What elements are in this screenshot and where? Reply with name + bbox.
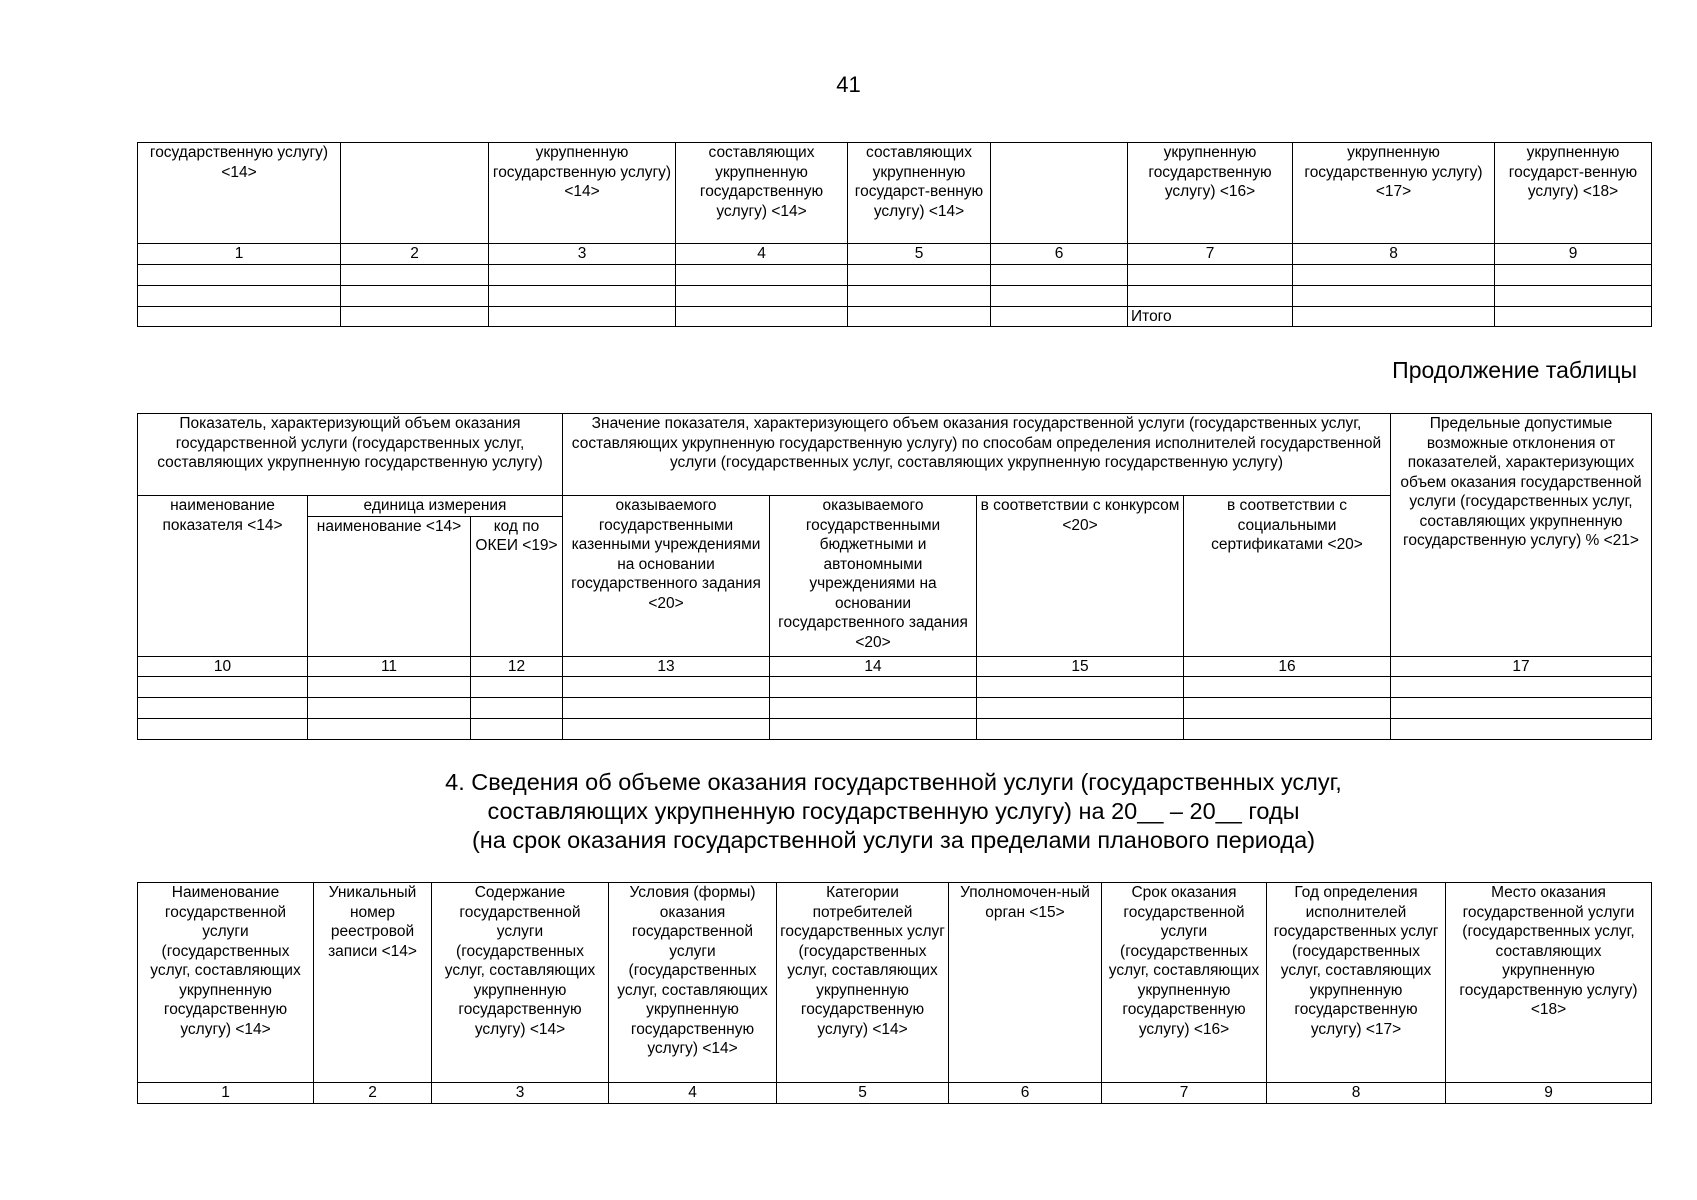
column-number: 15 [977,656,1184,677]
unit-code-header: код по ОКЕИ <19> [471,516,563,656]
header-cell: укрупненную государственную услугу) <14> [489,143,676,244]
volume-table-part2 [137,413,1652,740]
group-header-row [138,414,1652,496]
deviation-header: Предельные допустимые возможные отклонения от показателей, характеризующих объем оказания государственной услуги (государственных услуг, составляющих укрупненную государственную услугу) % <21> [1391,414,1652,657]
page-number: 41 [836,72,861,97]
column-number: 5 [777,1083,949,1104]
budget-header: оказываемого государственными бюджетными и автономными учреждениями на основании государственного задания <20> [770,496,977,657]
empty-row [138,285,1652,306]
column-number: 5 [848,244,991,265]
column-number: 4 [609,1083,777,1104]
heading-line: (на срок оказания государственной услуги за пределами планового периода) [471,827,1316,853]
column-number: 11 [308,656,471,677]
header-row [138,883,1652,1083]
column-number: 8 [1293,244,1495,265]
column-number: 12 [471,656,563,677]
column-number-row [138,656,1652,677]
kazennye-header: оказываемого государственными казенными учреждениями на основании государственного задания <20> [563,496,770,657]
empty-row [138,264,1652,285]
indicator-group-header: Показатель, характеризующий объем оказания государственной услуги (государственных услуг, составляющих укрупненную государственную услугу) [138,414,563,496]
column-number: 6 [949,1083,1102,1104]
empty-row [138,698,1652,719]
header-cell: Год определения исполнителей государственных услуг (государственных услуг, составляющих укрупненную государственную услугу) <17> [1267,883,1446,1083]
column-number: 7 [1128,244,1293,265]
header-cell: Место оказания государственной услуги (государственных услуг, составляющих укрупненную государственную услугу) <18> [1446,883,1652,1083]
column-number: 6 [991,244,1128,265]
column-number: 2 [341,244,489,265]
header-cell: укрупненную государст-венную услугу) <18> [1495,143,1652,244]
certificates-header: в соответствии с социальными сертификатами <20> [1184,496,1391,657]
column-number: 4 [676,244,848,265]
heading-line: составляющих укрупненную государственную услугу) на 20__ – 20__ годы [487,798,1300,824]
header-cell: Условия (формы) оказания государственной услуги (государственных услуг, составляющих укрупненную государственную услугу) <14> [609,883,777,1083]
section-4-heading [0,768,1697,855]
unit-name-header: наименование <14> [308,516,471,656]
header-cell: государственную услугу) <14> [138,143,341,244]
total-row [138,306,1652,327]
header-cell [341,143,489,244]
unit-group-header: единица измерения [308,496,563,517]
column-number: 9 [1495,244,1652,265]
indicator-name-header: наименование показателя <14> [138,496,308,657]
header-cell: составляющих укрупненную государственную услугу) <14> [676,143,848,244]
header-cell: Уполномочен-ный орган <15> [949,883,1102,1083]
header-cell: укрупненную государственную услугу) <16> [1128,143,1293,244]
header-cell: Уникальный номер реестровой записи <14> [314,883,432,1083]
column-number: 3 [432,1083,609,1104]
total-label: Итого [1128,306,1293,327]
header-row [138,143,1652,244]
volume-table-part1 [137,142,1652,327]
header-cell: Содержание государственной услуги (государственных услуг, составляющих укрупненную государственную услугу) <14> [432,883,609,1083]
header-cell: укрупненную государственную услугу) <17> [1293,143,1495,244]
column-number: 16 [1184,656,1391,677]
header-cell: Категории потребителей государственных услуг (государственных услуг, составляющих укрупненную государственную услугу) <14> [777,883,949,1083]
column-number: 3 [489,244,676,265]
empty-row [138,719,1652,740]
column-number: 1 [138,1083,314,1104]
column-number: 7 [1102,1083,1267,1104]
competition-header: в соответствии с конкурсом <20> [977,496,1184,657]
column-number: 10 [138,656,308,677]
section-4-table [137,882,1652,1104]
empty-row [138,677,1652,698]
column-number: 1 [138,244,341,265]
header-cell: Срок оказания государственной услуги (государственных услуг, составляющих укрупненную государственную услугу) <16> [1102,883,1267,1083]
column-number-row [138,244,1652,265]
column-number: 2 [314,1083,432,1104]
header-cell: составляющих укрупненную государст-венную услугу) <14> [848,143,991,244]
header-cell [991,143,1128,244]
column-number: 17 [1391,656,1652,677]
value-group-header: Значение показателя, характеризующего объем оказания государственной услуги (государственных услуг, составляющих укрупненную государственную услугу) по способам определения исполнителей государственной услуги (государственных услуг, составляющих укрупненную государственную услугу) [563,414,1391,496]
header-cell: Наименование государственной услуги (государственных услуг, составляющих укрупненную государственную услугу) <14> [138,883,314,1083]
column-number: 8 [1267,1083,1446,1104]
column-number: 9 [1446,1083,1652,1104]
column-number: 13 [563,656,770,677]
column-number-row [138,1083,1652,1104]
continued-label: Продолжение таблицы [1392,357,1637,383]
heading-line: 4. Сведения об объеме оказания государственной услуги (государственных услуг, [445,769,1342,795]
column-number: 14 [770,656,977,677]
